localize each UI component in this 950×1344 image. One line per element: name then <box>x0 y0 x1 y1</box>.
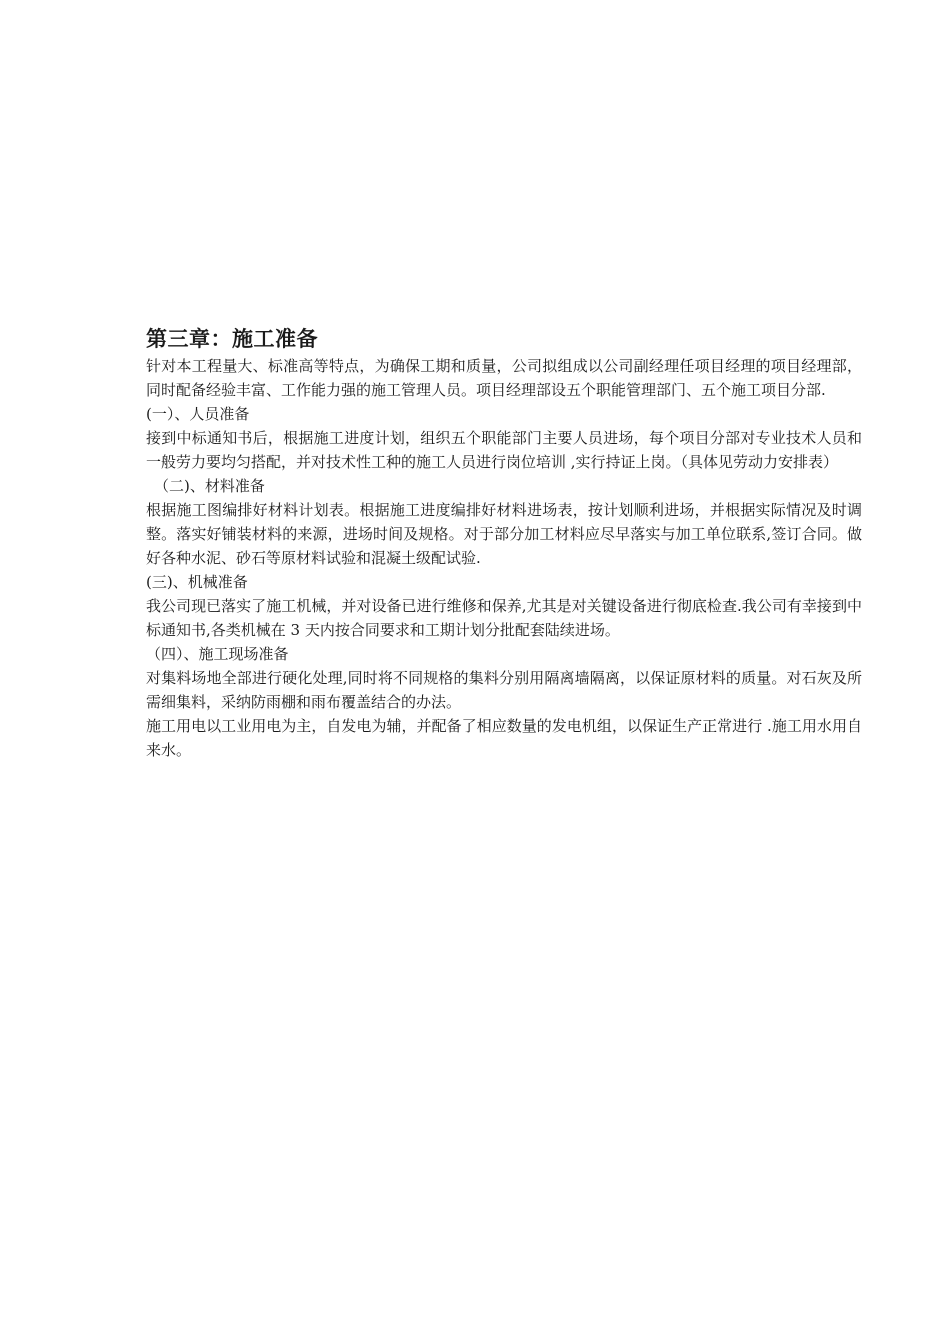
section-heading: （四）、施工现场准备 <box>146 645 289 663</box>
section-paragraph: 接到中标通知书后，根据施工进度计划，组织五个职能部门主要人员进场，每个项目分部对专业技术人员和一般劳力要均匀搭配，并对技术性工种的施工人员进行岗位培训 ,实行持证上岗。（具体见劳动力安排表） <box>146 429 862 471</box>
section-heading: (三)、机械准备 <box>146 573 248 591</box>
intro-paragraph: 针对本工程量大、标准高等特点，为确保工期和质量，公司拟组成以公司副经理任项目经理的项目经理部，同时配备经验丰富、工作能力强的施工管理人员。项目经理部设五个职能管理部门、五个施工项目分部. <box>146 357 862 399</box>
document-page <box>146 324 862 762</box>
section-materials <box>146 474 862 570</box>
section-paragraph: 根据施工图编排好材料计划表。根据施工进度编排好材料进场表，按计划顺利进场，并根据实际情况及时调整。落实好铺装材料的来源，进场时间及规格。对于部分加工材料应尽早落实与加工单位联系,签订合同。做好各种水泥、砂石等原材料试验和混凝土级配试验. <box>146 501 862 567</box>
section-heading: （二)、材料准备 <box>154 477 265 495</box>
section-paragraph: 施工用电以工业用电为主，自发电为辅，并配备了相应数量的发电机组，以保证生产正常进行 .施工用水用自来水。 <box>146 717 862 759</box>
section-heading: (一）、人员准备 <box>146 405 250 423</box>
section-personnel <box>146 402 862 474</box>
section-machinery <box>146 570 862 642</box>
section-site <box>146 642 862 762</box>
section-paragraph: 我公司现已落实了施工机械，并对设备已进行维修和保养,尤其是对关键设备进行彻底检查.我公司有幸接到中标通知书,各类机械在 3 天内按合同要求和工期计划分批配套陆续进场。 <box>146 597 862 639</box>
chapter-title: 第三章：施工准备 <box>146 327 318 351</box>
section-paragraph: 对集料场地全部进行硬化处理,同时将不同规格的集料分别用隔离墙隔离，以保证原材料的质量。对石灰及所需细集料，采纳防雨棚和雨布覆盖结合的办法。 <box>146 669 862 711</box>
